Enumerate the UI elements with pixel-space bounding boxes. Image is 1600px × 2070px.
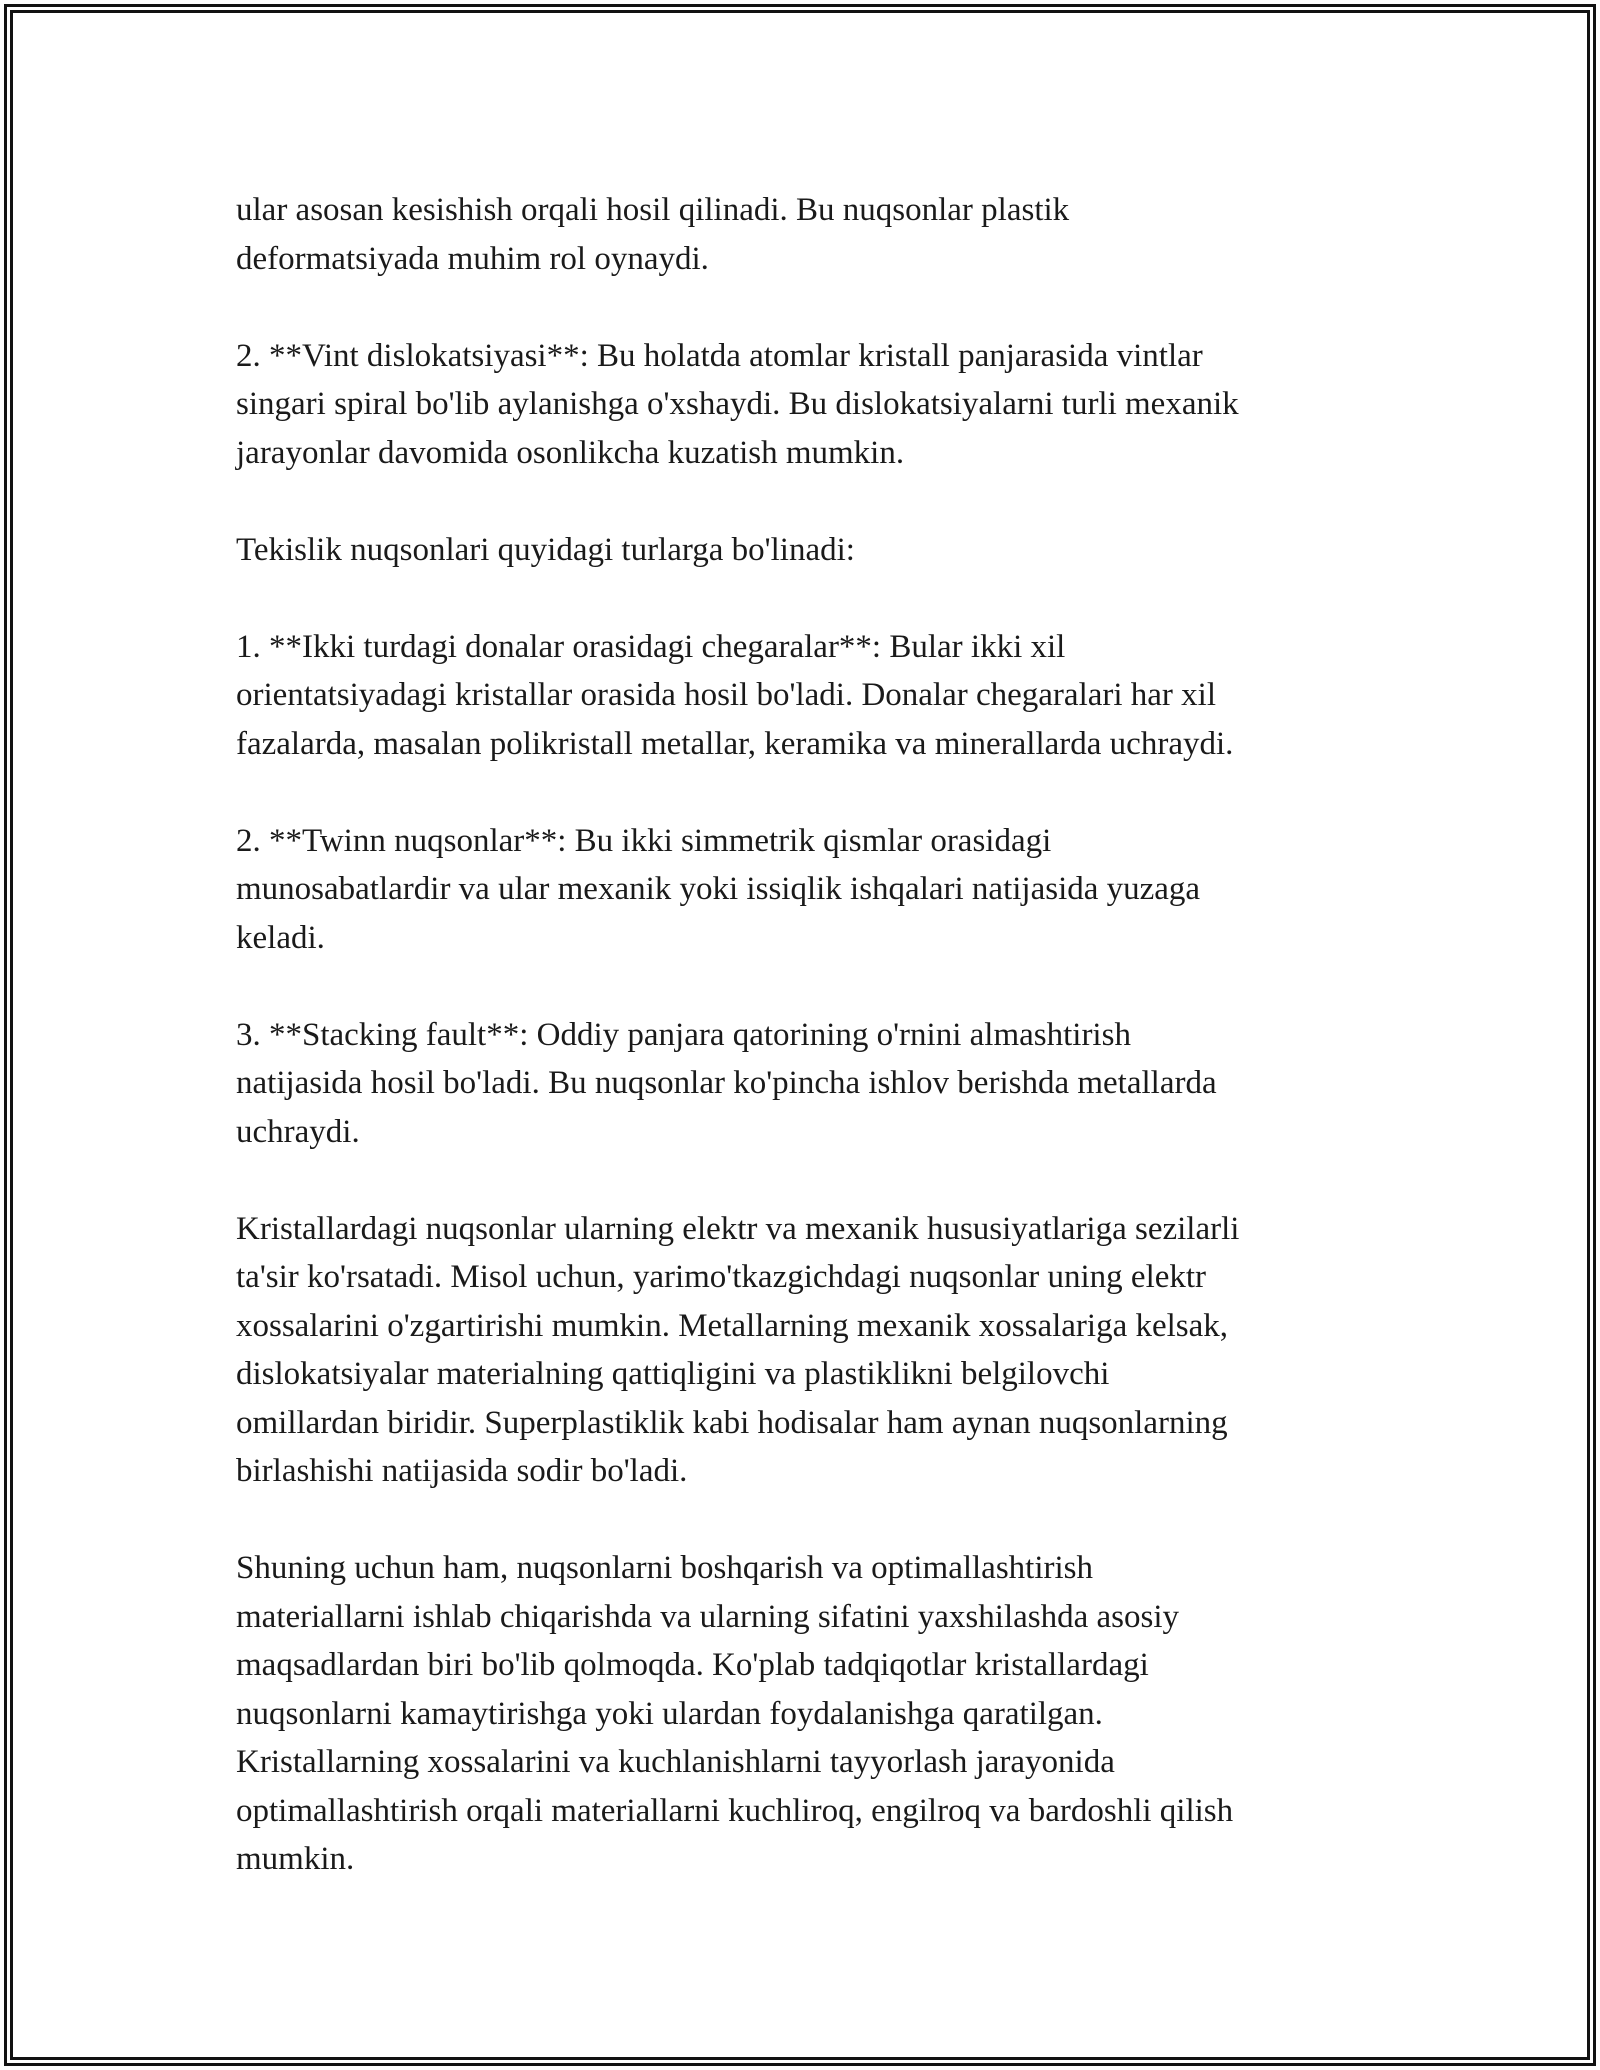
text-line: nuqsonlarni kamaytirishga yoki ulardan foydalanishga qaratilgan.: [236, 1695, 1103, 1732]
text-line: uchraydi.: [236, 1113, 360, 1150]
text-line: Shuning uchun ham, nuqsonlarni boshqarish va optimallashtirish: [236, 1550, 1094, 1586]
text-line: 2. **Vint dislokatsiyasi**: Bu holatda atomlar kristall panjarasida vintlar: [236, 337, 1203, 374]
text-line: munosabatlardir va ular mexanik yoki issiqlik ishqalari natijasida yuzaga: [236, 871, 1201, 907]
text-line: natijasida hosil bo'ladi. Bu nuqsonlar ko'pincha ishlov berishda metallarda: [236, 1065, 1217, 1101]
text-line: jarayonlar davomida osonlikcha kuzatish mumkin.: [236, 434, 905, 471]
text-line: 2. **Twinn nuqsonlar**: Bu ikki simmetrik qismlar orasidagi: [236, 822, 1052, 859]
text-line: Kristallardagi nuqsonlar ularning elektr va mexanik hususiyatlariga sezilarli: [236, 1210, 1240, 1247]
paragraph: [236, 817, 1366, 963]
document-body: [236, 186, 1366, 1884]
text-line: ta'sir ko'rsatadi. Misol uchun, yarimo'tkazgichdagi nuqsonlar uning elektr: [236, 1259, 1207, 1295]
paragraph: [236, 332, 1366, 478]
text-line: Kristallarning xossalarini va kuchlanishlarni tayyorlash jarayonida: [236, 1744, 1115, 1780]
text-line: birlashishi natijasida sodir bo'ladi.: [236, 1453, 688, 1489]
text-line: dislokatsiyalar materialning qattiqligini va plastiklikni belgilovchi: [236, 1356, 1110, 1392]
text-line: keladi.: [236, 919, 325, 956]
paragraph: [236, 1011, 1366, 1157]
paragraph: [236, 1205, 1366, 1496]
paragraph: [236, 623, 1366, 769]
text-line: mumkin.: [236, 1841, 355, 1877]
text-line: maqsadlardan biri bo'lib qolmoqda. Ko'plab tadqiqotlar kristallardagi: [236, 1647, 1149, 1683]
text-line: singari spiral bo'lib aylanishga o'xshaydi. Bu dislokatsiyalarni turli mexanik: [236, 386, 1239, 422]
text-line: ular asosan kesishish orqali hosil qilinadi. Bu nuqsonlar plastik: [236, 192, 1070, 228]
text-line: xossalarini o'zgartirishi mumkin. Metallarning mexanik xossalariga kelsak,: [236, 1307, 1229, 1344]
text-line: 1. **Ikki turdagi donalar orasidagi chegaralar**: Bular ikki xil: [236, 628, 1066, 665]
text-line: omillardan biridir. Superplastiklik kabi hodisalar ham aynan nuqsonlarning: [236, 1404, 1228, 1441]
text-line: deformatsiyada muhim rol oynaydi.: [236, 240, 709, 277]
text-line: orientatsiyadagi kristallar orasida hosil bo'ladi. Donalar chegaralari har xil: [236, 677, 1217, 713]
text-line: fazalarda, masalan polikristall metallar, keramika va minerallarda uchraydi.: [236, 725, 1234, 762]
paragraph: [236, 1544, 1366, 1884]
text-line: 3. **Stacking fault**: Oddiy panjara qatorining o'rnini almashtirish: [236, 1016, 1131, 1053]
text-line: optimallashtirish orqali materiallarni kuchliroq, engilroq va bardoshli qilish: [236, 1792, 1234, 1829]
paragraph: [236, 186, 1366, 283]
text-line: Tekislik nuqsonlari quyidagi turlarga bo'linadi:: [236, 531, 855, 568]
paragraph: [236, 526, 1366, 575]
text-line: materiallarni ishlab chiqarishda va ularning sifatini yaxshilashda asosiy: [236, 1598, 1179, 1635]
